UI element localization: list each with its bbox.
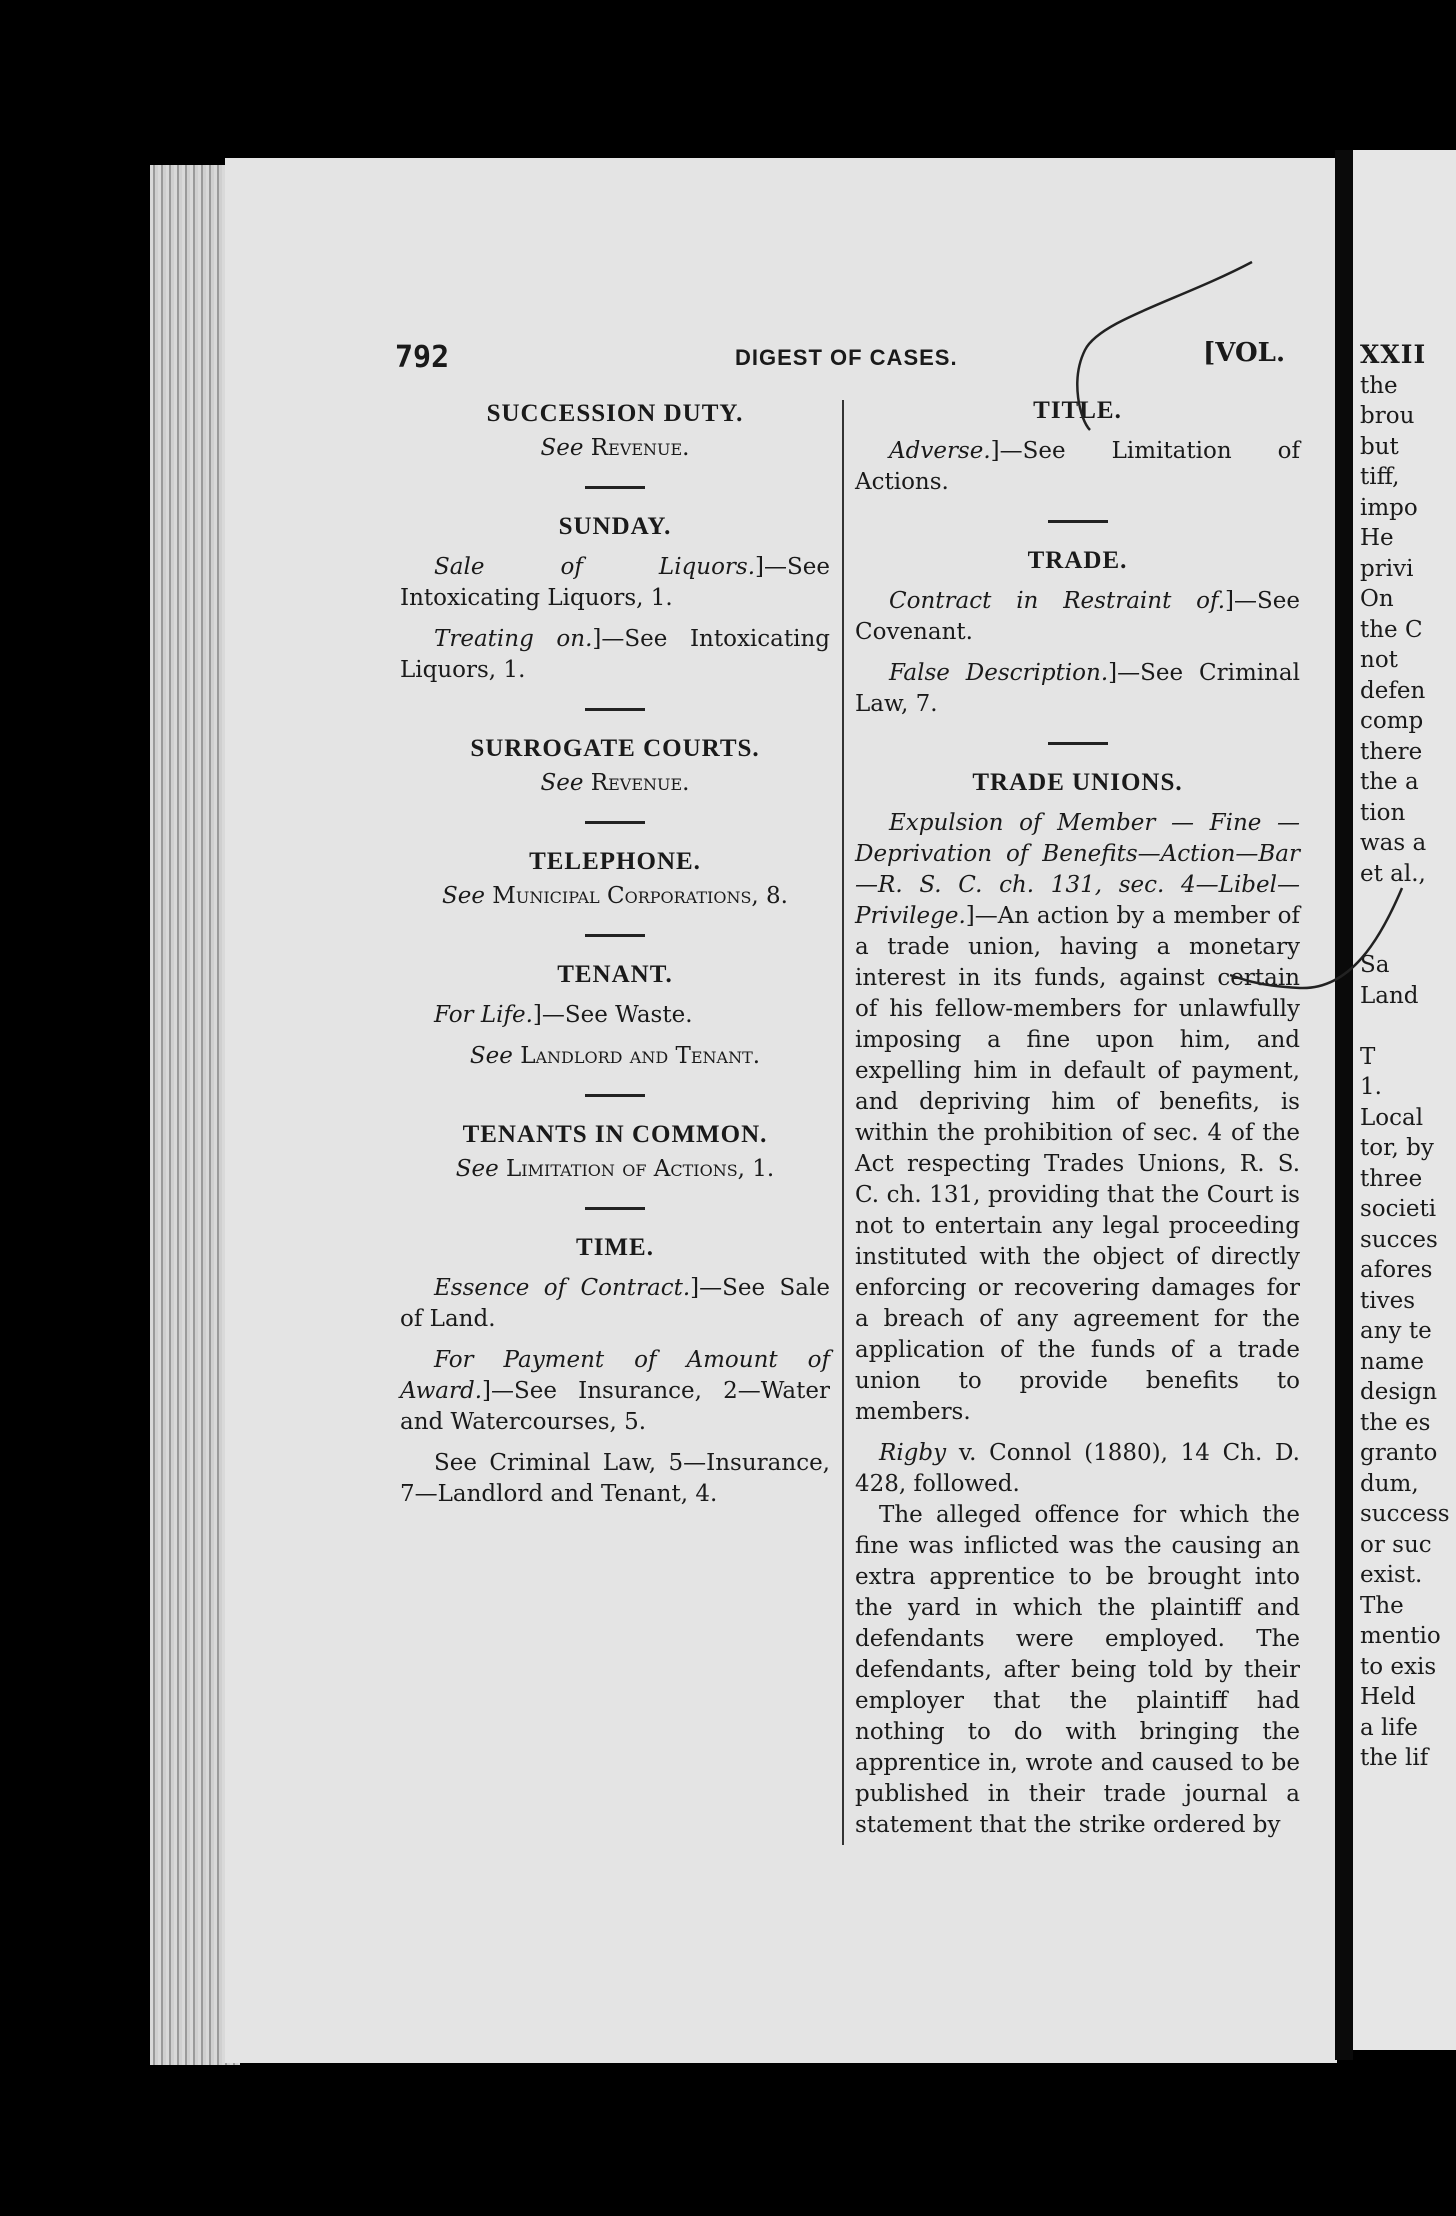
entry-text: ]—See Insurance, 2—Water and Watercourses, 5. (400, 1378, 830, 1435)
entry-title: Adverse. (889, 438, 991, 464)
digest-entry (400, 1273, 830, 1335)
digest-entry (855, 808, 1300, 1428)
section-heading: TENANT. (557, 961, 673, 988)
left-column (400, 398, 830, 1520)
facing-page-line: XXII (1360, 340, 1427, 369)
entry-title: For Life. (434, 1002, 533, 1028)
facing-page-line: Sa (1360, 952, 1390, 978)
right-column (855, 395, 1300, 1841)
section-divider (585, 821, 645, 824)
facing-page-line: privi (1360, 555, 1414, 582)
see-label: See (540, 435, 591, 461)
facing-page-line: design (1360, 1379, 1438, 1405)
book-gutter (1335, 150, 1353, 2060)
reference-target: Revenue. (590, 435, 690, 461)
facing-page-line: mentio (1360, 1623, 1441, 1649)
facing-page-line: the es (1360, 1409, 1431, 1436)
facing-page-line: or suc (1360, 1531, 1432, 1558)
entry-title: Contract in Restraint of. (889, 588, 1226, 614)
running-header (395, 330, 1285, 380)
facing-page-line: On (1360, 586, 1394, 612)
facing-page-line: et al., (1360, 860, 1426, 887)
section-divider (1048, 520, 1108, 523)
facing-page-line: the lif (1360, 1745, 1429, 1771)
entry-text: ]—See Limitation of Actions. (855, 438, 1300, 495)
entry-text: ]—See Covenant. (855, 588, 1300, 645)
section-heading: TRADE UNIONS. (972, 769, 1183, 796)
facing-page-line: Held (1360, 1684, 1416, 1710)
digest-entry (855, 586, 1300, 648)
facing-page-line: a life (1360, 1714, 1418, 1741)
entry-title: Rigby (879, 1440, 947, 1466)
entry-text: ]—See Waste. (532, 1002, 693, 1028)
cross-reference (400, 881, 830, 912)
facing-page-line: impo (1360, 494, 1418, 521)
digest-entry (400, 624, 830, 686)
section-heading: TIME. (576, 1234, 654, 1261)
entry-text: ]—See Intoxicating Liquors, 1. (400, 626, 831, 683)
section-heading: TELEPHONE. (529, 848, 701, 875)
facing-page-line (1360, 920, 1456, 951)
facing-page-line: He (1360, 525, 1394, 551)
facing-page-line: Local (1360, 1104, 1424, 1131)
facing-page-line: Land (1360, 982, 1419, 1009)
reference-target: Landlord and Tenant. (520, 1043, 761, 1069)
entry-text: ]—See Intoxicating Liquors, 1. (400, 554, 830, 611)
cross-reference (400, 1154, 830, 1185)
facing-page-line: defen (1360, 677, 1426, 704)
facing-page-line: tor, by (1360, 1135, 1434, 1161)
facing-page-line: the a (1360, 769, 1419, 795)
section-heading: SUCCESSION DUTY. (486, 400, 744, 427)
facing-page-line: there (1360, 738, 1423, 765)
facing-page-line: was a (1360, 830, 1427, 856)
volume-label: [VOL. (1203, 338, 1285, 368)
facing-page-text (1360, 340, 1456, 1774)
section-divider (585, 486, 645, 489)
facing-page-line: three (1360, 1165, 1423, 1192)
entry-title: Treating on. (434, 626, 593, 652)
entry-text: ]—An action by a member of a trade union, having a monetary interest in its funds, against certain of his fellow-members for unlawfully imposing a fine upon him, and expelling him in default of payment, and depriving him of benefits, is within the prohibition of sec. 4 of the Act respecting Trades Unions, R. S. C. ch. 131, providing that the Court is not to entertain any legal proceeding instituted with the object of directly enforcing or recovering damages for a breach of any agreement for the application of the funds of a trade union to provide benefits to members. (855, 903, 1300, 1425)
facing-page-line: to exis (1360, 1653, 1437, 1680)
facing-page-line (1360, 889, 1456, 920)
facing-page-line (1360, 1011, 1456, 1042)
case-citation (855, 1438, 1300, 1500)
facing-page-line: 1. (1360, 1074, 1382, 1100)
entry-text: ]—See Sale of Land. (400, 1275, 830, 1332)
column-rule (842, 400, 844, 1845)
facing-page-line: T (1360, 1043, 1376, 1070)
facing-page-line: comp (1360, 708, 1424, 734)
facing-page-line: tion (1360, 799, 1406, 826)
entry-title: False Description. (889, 660, 1109, 686)
facing-page-line: name (1360, 1348, 1424, 1375)
facing-page-line: societi (1360, 1196, 1437, 1222)
digest-entry (855, 436, 1300, 498)
entry-text: See Criminal Law, 5—Insurance, 7—Landlord and Tenant, 4. (400, 1450, 830, 1507)
facing-page-line: tives (1360, 1287, 1416, 1314)
facing-page-line: exist. (1360, 1562, 1423, 1588)
facing-page-line: granto (1360, 1440, 1438, 1466)
facing-page-line: but (1360, 433, 1399, 460)
section-heading: SURROGATE COURTS. (470, 735, 760, 762)
facing-page-line: tiff, (1360, 464, 1400, 490)
reference-target: Limitation of Actions, 1. (506, 1156, 775, 1182)
facing-page-line: The (1360, 1592, 1404, 1619)
entry-title: Expulsion of Member — Fine — Deprivation of Benefits—Action—Bar—R. S. C. ch. 131, sec. 4—Libel—Privilege. (855, 810, 1300, 929)
facing-page-line: the (1360, 372, 1398, 399)
section-divider (585, 708, 645, 711)
facing-page-line: any te (1360, 1318, 1432, 1344)
section-heading: TITLE. (1033, 397, 1122, 424)
section-heading: TENANTS IN COMMON. (462, 1121, 768, 1148)
section-divider (585, 1094, 645, 1097)
body-paragraph: The alleged offence for which the fine was inflicted was the causing an extra apprentice to be brought into the yard in which the plaintiff and defendants were employed. The defendants, after being told by their employer that the plaintiff had nothing to do with bringing the apprentice in, wrote and caused to be published in their trade journal a statement that the strike ordered by (855, 1502, 1300, 1838)
see-label: See (455, 1156, 507, 1182)
section-heading: TRADE. (1027, 547, 1128, 574)
facing-page-line: brou (1360, 403, 1415, 429)
digest-entry (400, 1000, 830, 1031)
see-label: See (441, 883, 493, 909)
section-divider (585, 934, 645, 937)
page-number: 792 (395, 340, 450, 375)
facing-page-line: success (1360, 1501, 1450, 1527)
reference-target: Revenue. (590, 770, 690, 796)
entry-text: ]—See Criminal Law, 7. (855, 660, 1300, 717)
running-head: DIGEST OF CASES. (735, 345, 958, 370)
digest-entry (855, 658, 1300, 720)
digest-entry (400, 1448, 830, 1510)
cross-reference (400, 433, 830, 464)
see-label: See (540, 770, 591, 796)
cross-reference (400, 1041, 830, 1072)
entry-text: v. Connol (1880), 14 Ch. D. 428, followed. (855, 1440, 1300, 1497)
reference-target: Municipal Corporations, 8. (492, 883, 788, 909)
facing-page-line: dum, (1360, 1470, 1419, 1497)
section-divider (585, 1207, 645, 1210)
entry-title: For Payment of Amount of Award. (400, 1347, 830, 1404)
digest-entry (400, 552, 830, 614)
section-divider (1048, 742, 1108, 745)
section-heading: SUNDAY. (558, 513, 672, 540)
entry-title: Sale of Liquors. (434, 554, 756, 580)
cross-reference (400, 768, 830, 799)
facing-page-line: not (1360, 647, 1398, 673)
facing-page-line: succes (1360, 1226, 1438, 1253)
facing-page-line: the C (1360, 616, 1423, 643)
digest-entry (400, 1345, 830, 1438)
see-label: See (469, 1043, 521, 1069)
entry-title: Essence of Contract. (434, 1275, 691, 1301)
facing-page-line: afores (1360, 1257, 1433, 1283)
